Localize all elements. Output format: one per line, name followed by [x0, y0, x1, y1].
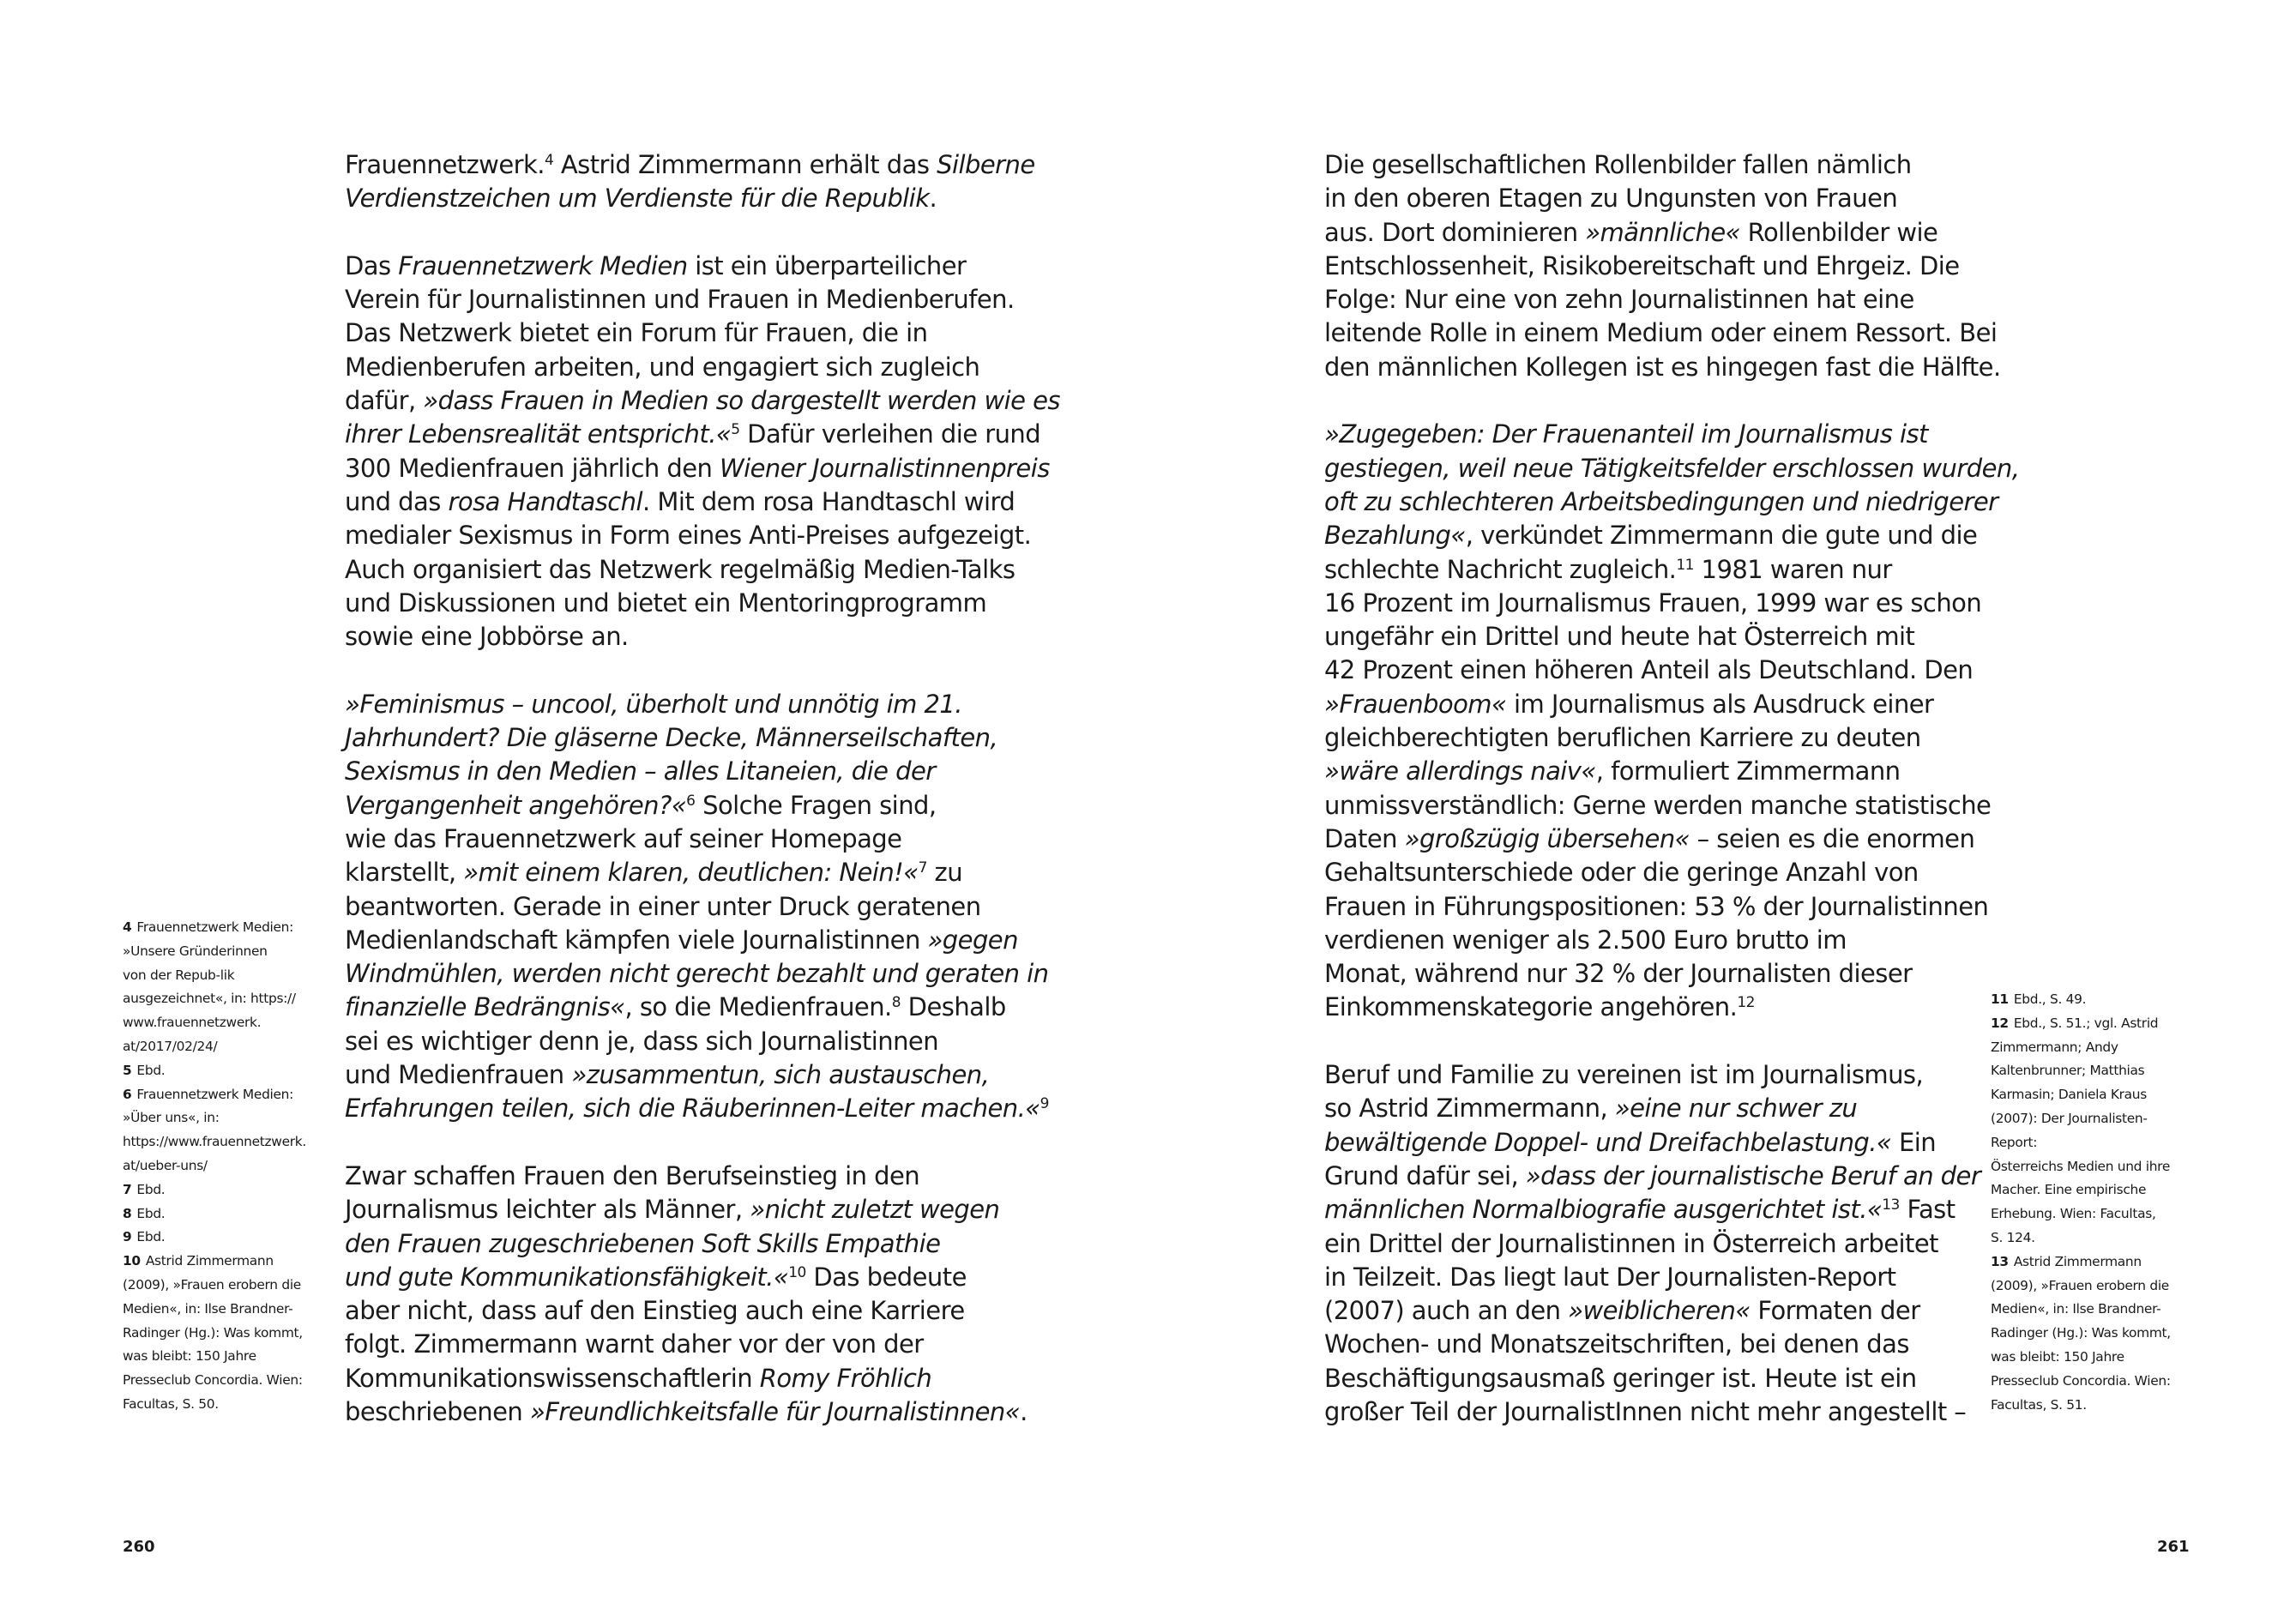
text-run: beantworten. Gerade in einer unter Druck geratenen — [345, 891, 981, 921]
text-run: Auch organisiert das Netzwerk regelmäßig Medien-Talks — [345, 554, 1015, 584]
paragraph — [345, 250, 1060, 654]
text-run: Solche Fragen sind, — [695, 790, 937, 820]
text-run: Beruf und Familie zu vereinen ist im Journalismus, — [1324, 1060, 1924, 1090]
text-line — [345, 924, 1060, 957]
footnote-number: 7 — [123, 1181, 132, 1197]
text-run: und das — [345, 486, 449, 516]
text-run: Deshalb — [901, 992, 1006, 1022]
text-run: Entschlossenheit, Risikobereitschaft und Ehrgeiz. Die — [1324, 250, 1960, 280]
footnote-line — [123, 1083, 306, 1107]
footnote-text: Radinger (Hg.): Was kommt, — [1991, 1325, 2171, 1341]
text-run: Formaten der — [1750, 1296, 1920, 1326]
footnote-text: was bleibt: 150 Jahre — [1991, 1348, 2124, 1365]
text-line — [345, 1328, 1060, 1361]
text-run: ungefähr ein Drittel und heute hat Österreich mit — [1324, 622, 1915, 652]
footnote-text: (2007): Der Journalisten- — [1991, 1110, 2148, 1126]
footnote-text: Kaltenbrunner; Matthias — [1991, 1063, 2145, 1079]
footnote-text: Ebd., S. 49. — [2013, 991, 2087, 1007]
text-run: , verkündet Zimmermann die gute und die — [1465, 521, 1978, 551]
text-line — [345, 890, 1060, 924]
paragraph — [1324, 1058, 2019, 1429]
footnote-text: Macher. Eine empirische — [1991, 1182, 2147, 1198]
text-line — [1324, 1294, 2019, 1328]
body-text — [1324, 148, 2019, 1463]
footnote-text: »Unsere Gründerinnen — [123, 943, 268, 959]
footnote-line — [123, 940, 306, 964]
text-line — [345, 485, 1060, 519]
text-line — [1324, 1160, 2019, 1193]
italic-quote: Jahrhundert? Die gläserne Decke, Männerseilschaften, — [345, 723, 998, 753]
text-line — [1324, 1193, 2019, 1226]
italic-quote: »Zugegeben: Der Frauenanteil im Journalismus ist — [1324, 419, 1928, 449]
footnote-line — [1991, 1226, 2171, 1250]
text-line — [345, 1261, 1060, 1294]
text-line — [345, 553, 1060, 587]
page-number: 260 — [123, 1538, 155, 1556]
italic-quote: »dass der journalistische Beruf an der — [1525, 1160, 1981, 1190]
text-line — [345, 957, 1060, 991]
footnotes — [1991, 988, 2171, 1417]
italic-quote: männlichen Normalbiografie ausgerichtet ist.« — [1324, 1195, 1883, 1225]
text-line — [345, 418, 1060, 451]
footnote-line — [1991, 1012, 2171, 1036]
italic-quote: »Freundlichkeitsfalle für Journalistinnen« — [529, 1396, 1021, 1426]
text-run: Grund dafür sei, — [1324, 1160, 1526, 1190]
footnote-text: Report: — [1991, 1134, 2038, 1150]
text-line — [1324, 1092, 2019, 1125]
text-line — [1324, 148, 2019, 182]
footnote-text: Erhebung. Wien: Facultas, — [1991, 1206, 2156, 1222]
paragraph — [1324, 148, 2019, 384]
text-line — [345, 283, 1060, 316]
footnote-line — [123, 1393, 306, 1417]
footnote-line — [1991, 988, 2171, 1012]
text-line — [345, 991, 1060, 1024]
text-run: . — [929, 184, 937, 214]
text-run: unmissverständlich: Gerne werden manche statistische — [1324, 790, 1992, 820]
body-text — [345, 148, 1060, 1463]
text-line — [345, 755, 1060, 788]
footnote-text: »Über uns«, in: — [123, 1110, 220, 1126]
text-run: Monat, während nur 32 % der Journalisten dieser — [1324, 959, 1913, 989]
text-line — [345, 148, 1060, 182]
text-line — [1324, 755, 2019, 788]
text-run: und Medienfrauen — [345, 1060, 572, 1090]
footnote-text: Ebd. — [136, 1205, 166, 1221]
right-page — [1148, 0, 2296, 1621]
text-run: Rollenbilder wie — [1740, 217, 1938, 247]
text-run: 1981 waren nur — [1693, 554, 1892, 584]
footnote-number: 8 — [123, 1205, 132, 1221]
italic-quote: Vergangenheit angehören?« — [345, 790, 687, 820]
text-line — [345, 1294, 1060, 1328]
footnote-line — [123, 1202, 306, 1226]
text-line — [1324, 351, 2019, 384]
text-run: folgt. Zimmermann warnt daher vor der von der — [345, 1329, 924, 1359]
italic-quote: »nicht zuletzt wegen — [750, 1195, 1000, 1225]
footnote-number: 11 — [1991, 991, 2009, 1007]
italic-quote: Bezahlung« — [1324, 521, 1466, 551]
text-run: 300 Medienfrauen jährlich den — [345, 453, 720, 483]
text-run: medialer Sexismus in Form eines Anti-Preises aufgezeigt. — [345, 521, 1032, 551]
text-run: Folge: Nur eine von zehn Journalistinnen hat eine — [1324, 285, 1914, 315]
text-line — [1324, 587, 2019, 620]
text-line — [345, 316, 1060, 350]
text-run: 42 Prozent einen höheren Anteil als Deutschland. Den — [1324, 655, 1974, 685]
italic-quote: »männliche« — [1585, 217, 1741, 247]
footnote-line — [123, 1178, 306, 1202]
footnote-ref: 11 — [1676, 556, 1694, 574]
footnote-line — [123, 1130, 306, 1154]
footnote-line — [1991, 1394, 2171, 1418]
footnote-line — [123, 1322, 306, 1346]
footnote-line — [123, 1250, 306, 1274]
text-line — [345, 1362, 1060, 1395]
paragraph — [345, 148, 1060, 216]
footnote-number: 6 — [123, 1086, 132, 1102]
text-run: so Astrid Zimmermann, — [1324, 1094, 1615, 1124]
text-line — [1324, 216, 2019, 250]
footnote-number: 9 — [123, 1229, 132, 1245]
text-run: , so die Medienfrauen. — [624, 992, 892, 1022]
footnote-line — [1991, 1059, 2171, 1083]
text-run: den männlichen Kollegen ist es hingegen fast die Hälfte. — [1324, 352, 2001, 382]
footnote-text: Ebd. — [136, 1229, 166, 1245]
italic-quote: Windmühlen, werden nicht gerecht bezahlt und geraten in — [345, 959, 1049, 989]
italic-quote: »weiblicheren« — [1568, 1296, 1751, 1326]
footnote-text: Ebd., S. 51.; vgl. Astrid — [2013, 1015, 2159, 1031]
footnote-line — [1991, 1107, 2171, 1131]
footnote-line — [123, 1274, 306, 1298]
text-line — [345, 789, 1060, 823]
footnote-text: Facultas, S. 50. — [123, 1395, 219, 1412]
footnote-line — [123, 916, 306, 940]
text-line — [345, 384, 1060, 418]
italic-quote: »Frauenboom« — [1324, 689, 1507, 719]
footnote-ref: 5 — [731, 421, 740, 439]
text-line — [1324, 957, 2019, 991]
text-run: . — [1020, 1396, 1027, 1426]
italic-quote: »Feminismus – uncool, überholt und unnötig im 21. — [345, 689, 962, 719]
footnote-text: Facultas, S. 51. — [1991, 1396, 2087, 1413]
italic-quote: »wäre allerdings naiv« — [1324, 756, 1596, 786]
footnote-ref: 6 — [686, 792, 696, 810]
text-run: und Diskussionen und bietet ein Mentoringprogramm — [345, 588, 987, 618]
footnote-text: (2009), »Frauen erobern die — [1991, 1277, 2169, 1293]
text-run: , formuliert Zimmermann — [1595, 756, 1901, 786]
text-line — [345, 1025, 1060, 1058]
footnote-line — [1991, 1178, 2171, 1202]
text-run: ein Drittel der Journalistinnen in Österreich arbeitet — [1324, 1228, 1938, 1258]
text-line — [1324, 1261, 2019, 1294]
footnote-text: ausgezeichnet«, in: https:// — [123, 991, 296, 1007]
text-run: – seien es die enormen — [1690, 823, 1975, 853]
text-run: Einkommenskategorie angehören. — [1324, 992, 1738, 1022]
footnote-line — [123, 1369, 306, 1393]
text-line — [1324, 654, 2019, 687]
text-line — [345, 587, 1060, 620]
footnote-text: https://www.frauennetzwerk. — [123, 1134, 306, 1150]
text-run: dafür, — [345, 386, 424, 416]
footnote-text: Österreichs Medien und ihre — [1991, 1158, 2171, 1174]
footnote-line — [1991, 1083, 2171, 1107]
footnote-ref: 10 — [788, 1263, 806, 1281]
text-run: in Teilzeit. Das liegt laut Der Journalisten-Report — [1324, 1262, 1896, 1292]
text-line — [1324, 721, 2019, 755]
footnote-text: at/2017/02/24/ — [123, 1038, 218, 1054]
footnotes — [123, 916, 306, 1417]
italic-quote: den Frauen zugeschriebenen Soft Skills Empathie — [345, 1228, 941, 1258]
text-run: Kommunikationswissenschaftlerin — [345, 1363, 760, 1393]
text-run: Frauen in Führungspositionen: 53 % der Journalistinnen — [1324, 891, 1989, 921]
text-line — [1324, 991, 2019, 1024]
text-run: aus. Dort dominieren — [1324, 217, 1586, 247]
text-run: ist ein überparteilicher — [687, 250, 967, 280]
text-line — [345, 688, 1060, 721]
text-line — [1324, 789, 2019, 823]
footnote-line — [123, 1059, 306, 1083]
text-line — [345, 351, 1060, 384]
footnote-text: Zimmermann; Andy — [1991, 1039, 2118, 1055]
footnote-line — [123, 1298, 306, 1322]
footnote-line — [1991, 1036, 2171, 1060]
text-line — [345, 856, 1060, 889]
footnote-line — [123, 1226, 306, 1250]
footnote-text: Presseclub Concordia. Wien: — [123, 1372, 303, 1389]
footnote-line — [123, 1035, 306, 1059]
italic-quote: »mit einem klaren, deutlichen: Nein!« — [463, 858, 919, 888]
footnote-text: Frauennetzwerk Medien: — [136, 1086, 294, 1102]
footnote-text: (2009), »Frauen erobern die — [123, 1276, 301, 1293]
footnote-text: was bleibt: 150 Jahre — [123, 1348, 256, 1365]
paragraph — [345, 688, 1060, 1126]
text-line — [345, 1193, 1060, 1226]
text-run: im Journalismus als Ausdruck einer — [1506, 689, 1934, 719]
text-line — [345, 1395, 1060, 1429]
footnote-ref: 12 — [1737, 994, 1755, 1012]
italic-quote: »eine nur schwer zu — [1614, 1094, 1858, 1124]
footnote-text: at/ueber-uns/ — [123, 1157, 208, 1173]
footnote-number: 10 — [123, 1253, 141, 1269]
text-line — [1324, 182, 2019, 215]
footnote-text: Astrid Zimmermann — [145, 1253, 274, 1269]
text-run: sowie eine Jobbörse an. — [345, 622, 629, 652]
footnote-number: 13 — [1991, 1253, 2009, 1269]
footnote-line — [1991, 1155, 2171, 1179]
text-run: Ein — [1891, 1127, 1937, 1157]
text-line — [1324, 316, 2019, 350]
text-line — [1324, 856, 2019, 889]
text-line — [1324, 1227, 2019, 1261]
text-line — [1324, 620, 2019, 654]
text-run: . Mit dem rosa Handtaschl wird — [642, 486, 1015, 516]
footnote-line — [1991, 1298, 2171, 1322]
text-run: (2007) auch an den — [1324, 1296, 1569, 1326]
text-run: zu — [926, 858, 963, 888]
text-run: Fast — [1899, 1195, 1956, 1225]
text-line — [345, 1160, 1060, 1193]
text-line — [345, 519, 1060, 552]
text-run: Astrid Zimmermann erhält das — [553, 150, 937, 179]
italic-quote: gestiegen, weil neue Tätigkeitsfelder erschlossen wurden, — [1324, 453, 2020, 483]
text-run: Frauennetzwerk. — [345, 150, 545, 179]
paragraph — [345, 1160, 1060, 1429]
page-number: 261 — [2157, 1538, 2190, 1556]
footnote-text: von der Repub-lik — [123, 967, 235, 983]
footnote-text: Karmasin; Daniela Kraus — [1991, 1087, 2147, 1103]
text-run: Wochen- und Monatszeitschriften, bei denen das — [1324, 1329, 1909, 1359]
footnote-line — [1991, 1202, 2171, 1226]
text-line — [1324, 250, 2019, 283]
footnote-line — [1991, 1250, 2171, 1275]
text-run: schlechte Nachricht zugleich. — [1324, 554, 1677, 584]
footnote-line — [123, 1106, 306, 1130]
italic-quote: ihrer Lebensrealität entspricht.« — [345, 419, 732, 449]
text-line — [345, 452, 1060, 485]
text-run: Das Netzwerk bietet ein Forum für Frauen, die in — [345, 318, 928, 348]
footnote-text: Frauennetzwerk Medien: — [136, 919, 294, 935]
footnote-text: Medien«, in: Ilse Brandner- — [1991, 1301, 2161, 1317]
text-line — [1324, 823, 2019, 856]
footnote-line — [1991, 1370, 2171, 1394]
text-line — [345, 823, 1060, 856]
text-run: sei es wichtiger denn je, dass sich Journalistinnen — [345, 1026, 939, 1056]
text-run: beschriebenen — [345, 1396, 530, 1426]
italic-quote: »großzügig übersehen« — [1404, 823, 1690, 853]
text-run: Medienlandschaft kämpfen viele Journalistinnen — [345, 925, 928, 955]
text-run: 16 Prozent im Journalismus Frauen, 1999 war es schon — [1324, 588, 1982, 618]
text-run: großer Teil der JournalistInnen nicht mehr angestellt – — [1324, 1396, 1967, 1426]
footnote-ref: 7 — [918, 859, 927, 877]
italic-quote: »dass Frauen in Medien so dargestellt werden wie es — [423, 386, 1060, 416]
italic-quote: Sexismus in den Medien – alles Litaneien, die der — [345, 756, 936, 786]
italic-quote: Erfahrungen teilen, sich die Räuberinnen-Leiter machen.« — [345, 1094, 1040, 1124]
italic-quote: Romy Fröhlich — [759, 1363, 932, 1393]
text-line — [345, 1227, 1060, 1261]
text-run: verdienen weniger als 2.500 Euro brutto im — [1324, 925, 1847, 955]
text-run: klarstellt, — [345, 858, 464, 888]
footnote-line — [123, 1011, 306, 1035]
text-line — [1324, 1126, 2019, 1160]
text-line — [1324, 519, 2019, 552]
text-run: gleichberechtigten beruflichen Karriere zu deuten — [1324, 723, 1921, 753]
footnote-ref: 4 — [544, 151, 554, 169]
text-line — [345, 1092, 1060, 1125]
footnote-number: 5 — [123, 1062, 132, 1078]
text-line — [345, 250, 1060, 283]
text-run: Journalismus leichter als Männer, — [345, 1195, 750, 1225]
text-line — [345, 1058, 1060, 1092]
footnote-line — [123, 1345, 306, 1369]
text-run: wie das Frauennetzwerk auf seiner Homepage — [345, 823, 902, 853]
footnote-text: Medien«, in: Ilse Brandner- — [123, 1300, 293, 1317]
italic-quote: und gute Kommunikationsfähigkeit.« — [345, 1262, 789, 1292]
footnote-ref: 8 — [891, 994, 901, 1012]
text-line — [1324, 1328, 2019, 1361]
text-run: aber nicht, dass auf den Einstieg auch eine Karriere — [345, 1296, 965, 1326]
italic-quote: Verdienstzeichen um Verdienste für die Republik — [345, 184, 930, 214]
italic-quote: oft zu schlechteren Arbeitsbedingungen und niedrigerer — [1324, 486, 1998, 516]
italic-quote: Frauennetzwerk Medien — [398, 250, 688, 280]
footnote-line — [123, 964, 306, 988]
text-line — [1324, 1395, 2019, 1429]
footnote-line — [123, 1154, 306, 1178]
footnote-line — [1991, 1346, 2171, 1370]
text-run: Dafür verleihen die rund — [739, 419, 1041, 449]
italic-quote: bewältigende Doppel- und Dreifachbelastung.« — [1324, 1127, 1892, 1157]
text-line — [1324, 890, 2019, 924]
text-line — [1324, 418, 2019, 451]
text-line — [345, 721, 1060, 755]
text-line — [1324, 452, 2019, 485]
text-run: in den oberen Etagen zu Ungunsten von Frauen — [1324, 184, 1898, 214]
text-line — [345, 620, 1060, 654]
text-run: Das bedeute — [805, 1262, 967, 1292]
footnote-line — [1991, 1275, 2171, 1299]
text-line — [1324, 1362, 2019, 1395]
text-run: Verein für Journalistinnen und Frauen in Medienberufen. — [345, 285, 1015, 315]
text-line — [1324, 485, 2019, 519]
paragraph — [1324, 418, 2019, 1024]
italic-quote: rosa Handtaschl — [448, 486, 643, 516]
footnote-text: Ebd. — [136, 1062, 166, 1078]
italic-quote: »gegen — [927, 925, 1018, 955]
text-line — [1324, 924, 2019, 957]
text-line — [1324, 688, 2019, 721]
text-line — [1324, 553, 2019, 587]
footnote-ref: 9 — [1040, 1095, 1049, 1113]
footnote-number: 12 — [1991, 1015, 2009, 1031]
footnote-text: S. 124. — [1991, 1229, 2035, 1245]
text-run: Das — [345, 250, 399, 280]
italic-quote: »zusammentun, sich austauschen, — [571, 1060, 990, 1090]
italic-quote: Wiener Journalistinnenpreis — [719, 453, 1050, 483]
footnote-text: Radinger (Hg.): Was kommt, — [123, 1324, 303, 1341]
text-run: Zwar schaffen Frauen den Berufseinstieg in den — [345, 1160, 920, 1190]
text-line — [1324, 283, 2019, 316]
italic-quote: Silberne — [937, 150, 1035, 179]
footnote-line — [1991, 1322, 2171, 1346]
text-line — [345, 182, 1060, 215]
footnote-ref: 13 — [1882, 1196, 1900, 1214]
footnote-text: Astrid Zimmermann — [2013, 1253, 2142, 1269]
text-run: Daten — [1324, 823, 1405, 853]
text-run: Die gesellschaftlichen Rollenbilder fallen nämlich — [1324, 150, 1912, 179]
footnote-text: Presseclub Concordia. Wien: — [1991, 1372, 2171, 1389]
footnote-text: Ebd. — [136, 1181, 166, 1197]
text-run: Beschäftigungsausmaß geringer ist. Heute ist ein — [1324, 1363, 1917, 1393]
text-run: leitende Rolle in einem Medium oder einem Ressort. Bei — [1324, 318, 1998, 348]
text-run: Medienberufen arbeiten, und engagiert sich zugleich — [345, 352, 980, 382]
text-run: Gehaltsunterschiede oder die geringe Anzahl von — [1324, 858, 1919, 888]
text-line — [1324, 1058, 2019, 1092]
footnote-number: 4 — [123, 919, 132, 935]
italic-quote: finanzielle Bedrängnis« — [345, 992, 625, 1022]
footnote-line — [1991, 1131, 2171, 1155]
footnote-text: www.frauennetzwerk. — [123, 1015, 262, 1031]
footnote-line — [123, 987, 306, 1011]
